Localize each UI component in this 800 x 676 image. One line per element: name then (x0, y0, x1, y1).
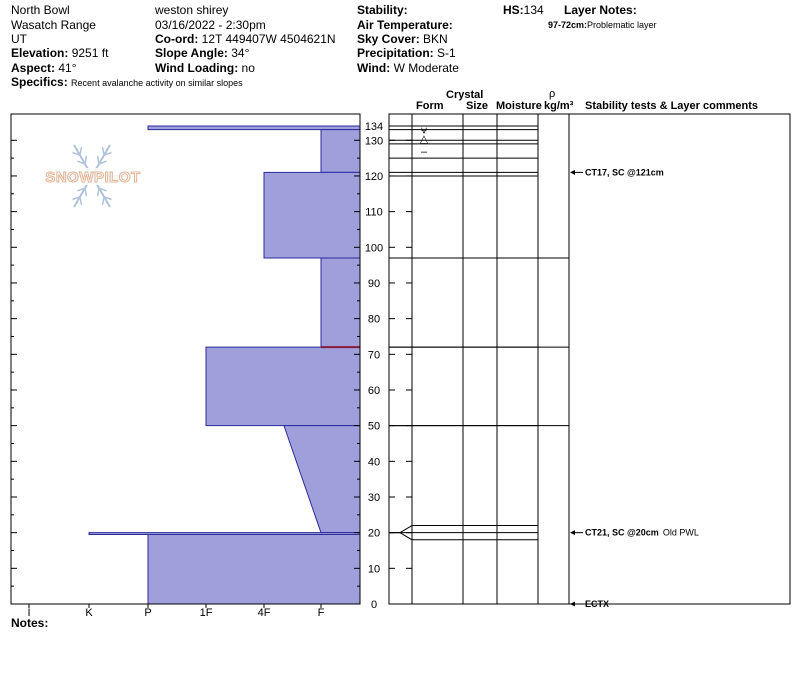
grain-symbol: △ (419, 133, 429, 146)
hs-value: 134 (523, 3, 544, 17)
grain-symbol: ⩝ (420, 124, 428, 137)
aspect-value: 41° (58, 61, 77, 75)
height-tick-label: 120 (364, 170, 384, 183)
height-tick-label: 100 (364, 242, 384, 255)
precip-value: S-1 (437, 46, 456, 60)
specifics-value: Recent avalanche activity on similar slopes (71, 78, 243, 88)
hardness-tick-label: 1F (199, 607, 213, 619)
wind-loading-row (155, 61, 255, 75)
slope-row (155, 46, 249, 60)
wind-loading-value: no (241, 61, 255, 75)
slope-label: Slope Angle: (155, 46, 228, 60)
stability-test-label: CT21, SC @20cm (585, 527, 659, 538)
location: North Bowl (11, 3, 70, 17)
height-tick-label: 60 (367, 384, 381, 397)
hardness-tick-label: F (317, 607, 325, 619)
range: Wasatch Range (11, 18, 96, 32)
height-tick-label: 0 (370, 599, 378, 611)
hardness-tick-label: I (27, 607, 31, 619)
elevation-value: 9251 ft (71, 46, 109, 60)
test-arrow-head (570, 170, 575, 175)
hardness-layer (206, 347, 360, 425)
layer-note-range: 97-72cm: (548, 20, 588, 30)
air-temp-label: Air Temperature: (357, 18, 453, 32)
wind-value: W Moderate (393, 61, 459, 75)
snowflake-branch (98, 156, 99, 164)
stability-row (357, 3, 408, 17)
snowflake-branch (103, 197, 104, 205)
col-size: Size (466, 100, 489, 112)
hardness-tick-label: 4F (257, 607, 271, 619)
snowflake-branch (103, 147, 104, 155)
layer-notes-row (564, 3, 637, 17)
hardness-tick-label: K (85, 607, 93, 619)
coord-row (155, 32, 336, 46)
stability-test-label: CT17, SC @121cm (585, 167, 664, 178)
height-tick-label: 90 (367, 277, 381, 290)
test-arrow-head (570, 530, 575, 535)
layer-note-text: Problematic layer (587, 20, 657, 30)
height-tick-label: 20 (367, 527, 381, 540)
height-tick-label: 30 (367, 491, 381, 504)
specifics-row (11, 75, 243, 90)
elevation-row (11, 46, 108, 60)
elevation-label: Elevation: (11, 46, 69, 60)
specifics-label: Specifics: (11, 75, 68, 89)
hardness-layer (284, 426, 360, 533)
notes-label: Notes: (11, 616, 49, 630)
wind-label: Wind: (357, 61, 391, 75)
air-temp-row (357, 18, 453, 32)
coord-value: 12T 449407W 4504621N (201, 32, 336, 46)
stability-test-label: ECTX (585, 599, 610, 609)
slope-value: 34° (231, 46, 250, 60)
wind-row (357, 61, 459, 75)
precip-label: Precipitation: (357, 46, 434, 60)
height-tick-label: 50 (367, 420, 381, 433)
col-form: Form (416, 100, 444, 112)
snowpilot-logo (33, 145, 153, 207)
layer-notes-label: Layer Notes: (564, 3, 637, 17)
hardness-layer (264, 172, 360, 258)
height-tick-label: 80 (367, 313, 381, 326)
layer-note (548, 18, 657, 32)
grain-symbol: – (420, 145, 428, 158)
stability-label: Stability: (357, 3, 408, 17)
aspect-row (11, 61, 77, 75)
height-top-label: 134 (364, 121, 384, 134)
hs-row (503, 3, 544, 17)
layer-boundaries (389, 126, 569, 540)
hardness-layer (148, 534, 360, 604)
hardness-tick-label: P (144, 607, 152, 619)
col-stability: Stability tests & Layer comments (585, 100, 759, 112)
test-arrow-head (570, 602, 575, 607)
snowflake-branch (85, 188, 86, 196)
coord-label: Co-ord: (155, 32, 199, 46)
state: UT (11, 32, 27, 46)
logo-text: SNOWPILOT (45, 169, 141, 186)
precip-row (357, 46, 456, 60)
height-tick-label: 10 (367, 563, 381, 576)
datetime: 03/16/2022 - 2:30pm (155, 18, 266, 32)
height-tick-label: 110 (365, 206, 383, 219)
hardness-layer (321, 130, 360, 173)
snowflake-branch (80, 197, 81, 205)
col-moisture: Moisture (496, 100, 542, 112)
col-rho: ρ (549, 88, 556, 100)
snowflake-branch (80, 147, 81, 155)
hardness-layer (321, 258, 360, 347)
height-tick-label: 40 (367, 456, 381, 469)
layer-connector (389, 526, 412, 533)
sky-value: BKN (423, 32, 448, 46)
sky-row (357, 32, 448, 46)
col-density: kg/m³ (544, 100, 574, 112)
height-tick-label: 130 (364, 135, 384, 148)
observer: weston shirey (155, 3, 229, 17)
snowflake-branch (85, 156, 86, 164)
snowflake-branch (98, 188, 99, 196)
layer-connector (389, 533, 412, 540)
stability-tests (570, 167, 699, 609)
stability-test-comment: Old PWL (662, 527, 699, 538)
hs-label: HS: (503, 3, 524, 17)
aspect-label: Aspect: (11, 61, 56, 75)
height-tick-label: 70 (367, 349, 381, 362)
sky-label: Sky Cover: (357, 32, 420, 46)
hardness-layer (148, 126, 360, 130)
hardness-profile (89, 126, 360, 604)
col-crystal: Crystal (446, 89, 484, 101)
wind-loading-label: Wind Loading: (155, 61, 239, 75)
